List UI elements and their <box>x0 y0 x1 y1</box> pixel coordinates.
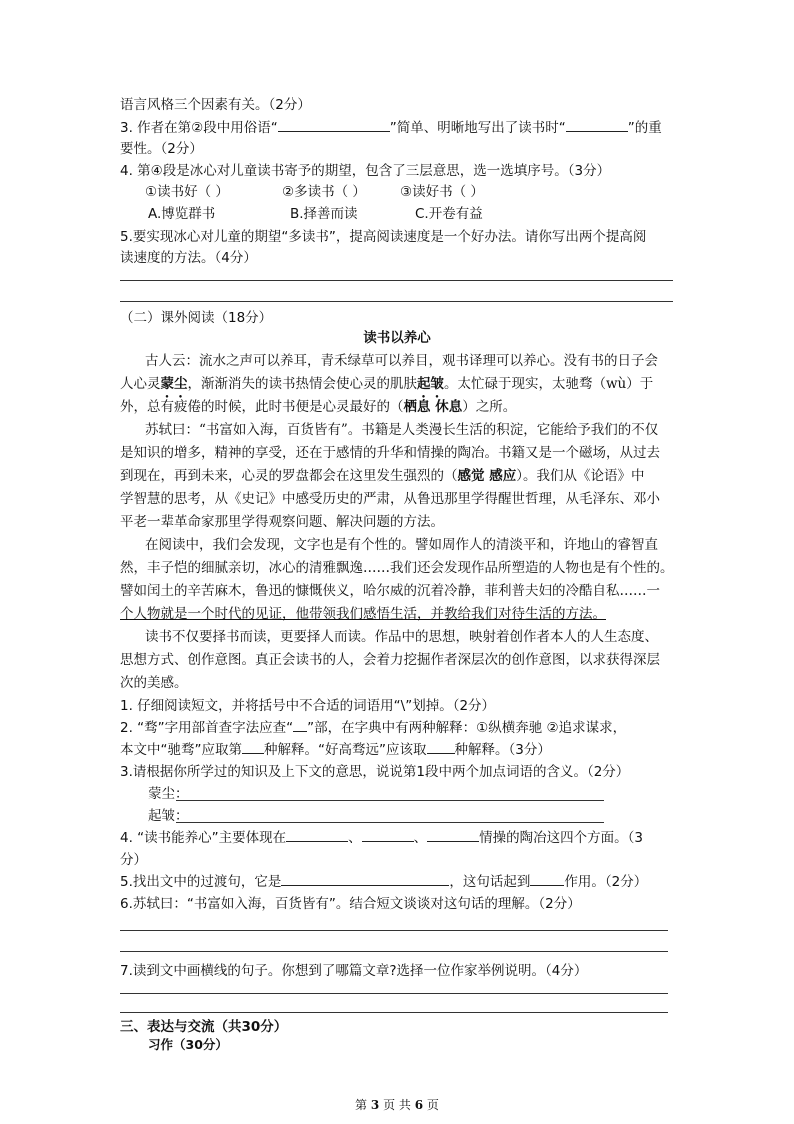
answer-line[interactable] <box>120 930 668 931</box>
page-number: 3 <box>370 1098 380 1112</box>
question-6: 6.苏轼曰：“书富如入海，百货皆有”。结合短文谈谈对这句话的理解。（2分） <box>120 896 581 912</box>
subheading: 习作（30分） <box>148 1037 228 1052</box>
answer-blank[interactable] <box>278 131 390 132</box>
passage-text: 。太忙碌于现实，太驰骛（wù）于 <box>444 376 654 392</box>
answer-line[interactable] <box>120 993 668 994</box>
word-choice: 栖息 休息 <box>403 399 463 415</box>
page-footer <box>0 1096 794 1113</box>
question-7: 7.读到文中画横线的句子。你想到了哪篇文章?选择一位作家举例说明。（4分） <box>120 963 588 979</box>
question-2-cont <box>120 741 551 759</box>
answer-blank[interactable] <box>242 753 264 754</box>
answer-blank[interactable] <box>281 885 449 886</box>
text-line: 要性。（2分） <box>120 141 203 157</box>
answer-line[interactable] <box>176 800 604 801</box>
question-text: ”简单、明晰地写出了读书时“ <box>389 120 566 136</box>
footer-text: 页 <box>426 1098 439 1112</box>
question-4: 4. 第④段是冰心对儿童读书寄予的期望，包含了三层意思，选一选填序号。（3分） <box>120 163 611 179</box>
answer-line[interactable] <box>120 301 673 302</box>
footer-text: 页 共 <box>383 1098 411 1112</box>
question-text: 作用。（2分） <box>564 874 648 890</box>
passage-line: 古人云：流水之声可以养耳，青禾绿草可以养目，观书译理可以养心。没有书的日子会 <box>145 353 658 369</box>
question-text: 种解释。（3分） <box>454 742 551 758</box>
word-choice: 感觉 感应 <box>457 468 517 484</box>
question-4 <box>120 829 643 847</box>
passage-text: 人心灵 <box>120 376 161 392</box>
question-text: ，这句话起到 <box>449 874 531 890</box>
question-text: 3. 作者在第②段中用俗语“ <box>120 120 278 136</box>
passage-title: 读书以养心 <box>363 330 431 346</box>
answer-blank[interactable] <box>427 841 479 842</box>
question-5 <box>120 873 647 891</box>
question-text: 、 <box>413 830 428 846</box>
answer-line[interactable] <box>120 1012 668 1013</box>
passage-line: 思想方式、创作意图。真正会读书的人，会着力挖掘作者深层次的创作意图，以求获得深层 <box>120 652 660 668</box>
passage-line: 是知识的增多，精神的享受，还在于感情的升华和情操的陶冶。书籍又是一个磁场，从过去 <box>120 445 660 461</box>
dotted-word: 起皱 <box>417 376 444 392</box>
section-heading: （二）课外阅读（18分） <box>120 310 273 326</box>
passage-line <box>120 398 516 416</box>
question-text: ”的重 <box>627 120 662 136</box>
passage-line: 次的美感。 <box>120 675 188 691</box>
question-text: 、 <box>348 830 362 846</box>
dotted-word: 蒙尘 <box>160 376 188 392</box>
text-line: 读速度的方法。（4分） <box>120 250 257 266</box>
footer-text: 第 <box>355 1098 368 1112</box>
section-heading: 三、表达与交流（共30分） <box>120 1019 288 1035</box>
answer-blank[interactable] <box>566 131 628 132</box>
question-5: 5.要实现冰心对儿童的期望“多读书”，提高阅读速度是一个好办法。请你写出两个提高阅 <box>120 229 647 245</box>
answer-line[interactable] <box>176 822 604 823</box>
answer-line[interactable] <box>120 951 668 952</box>
passage-text: ，渐渐消失的读书热情会使心灵的肌肤 <box>187 376 417 392</box>
question-text: 5.找出文中的过渡句，它是 <box>120 874 282 890</box>
answer-blank[interactable] <box>362 841 414 842</box>
question-3 <box>120 119 662 137</box>
question-text: 情操的陶冶这四个方面。（3 <box>479 830 644 846</box>
question-text: 4. “读书能养心”主要体现在 <box>120 830 287 846</box>
option-item: ①读书好（ ） <box>145 184 229 200</box>
text-line: 语言风格三个因素有关。（2分） <box>120 97 311 113</box>
passage-line: 苏轼曰：“书富如入海，百货皆有”。书籍是人类漫长生活的积淀，它能给予我们的不仅 <box>145 422 659 438</box>
answer-blank[interactable] <box>286 841 348 842</box>
word-label: 起皱： <box>148 808 189 824</box>
passage-line: 譬如闰土的辛苦麻木，鲁迅的慷慨侠义，哈尔威的沉着冷静，菲利普夫妇的冷酷自私……一 <box>120 583 660 599</box>
passage-line: 平老一辈革命家那里学得观察问题、解决问题的方法。 <box>120 514 444 530</box>
passage-line: 在阅读中，我们会发现，文字也是有个性的。譬如周作人的清淡平和，许地山的睿智直 <box>145 537 658 553</box>
passage-line: 然，丰子恺的细腻亲切，冰心的清雅飘逸……我们还会发现作品所塑造的人物也是有个性的。 <box>120 560 674 576</box>
word-label: 蒙尘： <box>148 786 189 802</box>
answer-line[interactable] <box>120 280 673 281</box>
answer-blank[interactable] <box>427 753 455 754</box>
option-item: ②多读书（ ） <box>282 184 366 200</box>
answer-blank[interactable] <box>293 731 307 732</box>
question-text: ”部，在字典中有两种解释：①纵横奔驰 ②追求谋求， <box>307 720 627 736</box>
question-3: 3.请根据你所学过的知识及上下文的意思，说说第1段中两个加点词语的含义。（2分） <box>120 764 630 780</box>
text-line: 分） <box>120 852 147 868</box>
passage-line: 学智慧的思考，从《史记》中感受历史的严肃，从鲁迅那里学得醒世哲理，从毛泽东、邓小 <box>120 491 660 507</box>
option-item: ③读好书（ ） <box>400 184 484 200</box>
underlined-sentence: 个人物就是一个时代的见证，他带领我们感悟生活，并教给我们对待生活的方法。 <box>120 606 606 622</box>
choice-b: B.择善而读 <box>290 206 358 222</box>
passage-line: 读书不仅要择书而读，更要择人而读。作品中的思想，映射着创作者本人的人生态度、 <box>145 629 658 645</box>
question-text: 2. “骛”字用部首查字法应查“ <box>120 720 294 736</box>
passage-text: 到现在，再到未来，心灵的罗盘都会在这里发生强烈的（ <box>120 468 458 484</box>
answer-blank[interactable] <box>530 885 564 886</box>
choice-c: C.开卷有益 <box>415 206 483 222</box>
passage-text: ）。我们从《论语》中 <box>516 468 645 484</box>
passage-text: ）之所。 <box>462 399 517 415</box>
question-1: 1. 仔细阅读短文，并将括号中不合适的词语用“\”划掉。（2分） <box>120 698 496 714</box>
passage-text: 外，总有疲倦的时候，此时书便是心灵最好的（ <box>120 399 404 415</box>
question-2 <box>120 719 626 737</box>
question-text: 种解释。“好高骛远”应该取 <box>264 742 427 758</box>
passage-line <box>120 467 644 485</box>
page-total: 6 <box>414 1098 424 1112</box>
choice-a: A.博览群书 <box>148 206 216 222</box>
question-text: 本文中“驰骛”应取第 <box>120 742 242 758</box>
